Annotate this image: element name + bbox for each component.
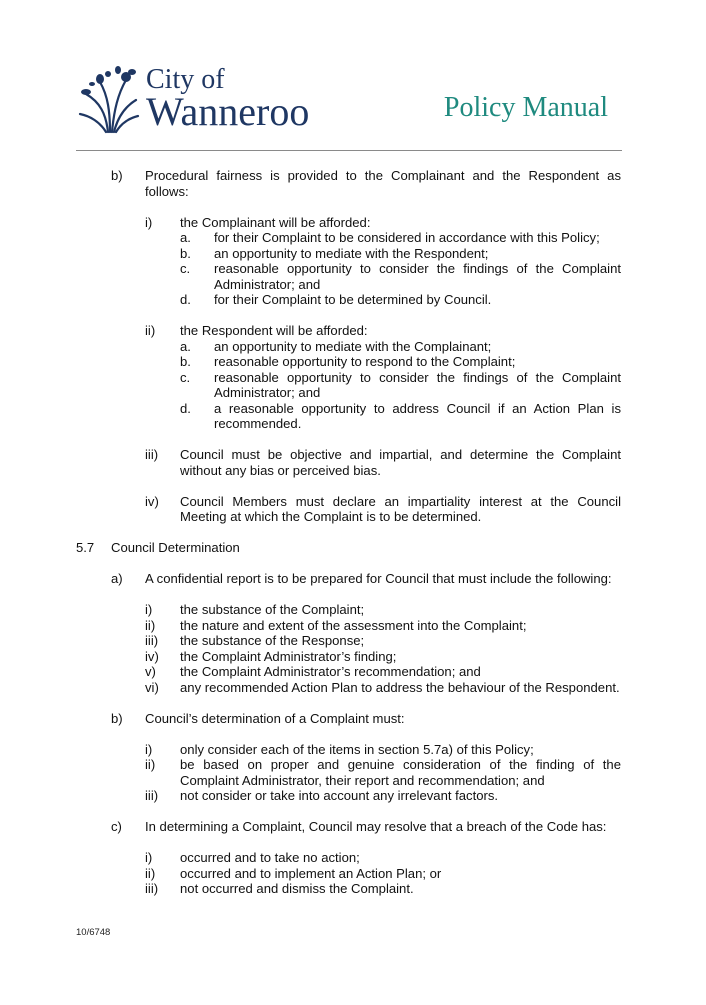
clause-text: Council must be objective and impartial, and determine the Complaint without any bias or perceived bias.: [180, 447, 621, 478]
list-item: [0, 230, 706, 246]
clause-number: ii): [145, 323, 156, 338]
item-text: any recommended Action Plan to address the behaviour of the Respondent.: [180, 679, 620, 695]
list-item: [0, 680, 706, 696]
item-text: occurred and to implement an Action Plan; or: [180, 865, 442, 881]
item-number: vi): [145, 679, 159, 695]
list-item: [0, 292, 706, 308]
clause-number: iv): [145, 493, 159, 509]
item-text: not occurred and dismiss the Complaint.: [180, 881, 414, 896]
clause-text: Council Members must declare an impartiality interest at the Council Meeting at which the Complaint is to be determined.: [180, 493, 621, 524]
clause-b-ii: [0, 323, 706, 339]
clause-b-iv: [0, 494, 706, 525]
clause-number: i): [145, 214, 153, 230]
item-number: c.: [180, 261, 191, 276]
item-number: iii): [145, 788, 159, 803]
item-text: reasonable opportunity to consider the findings of the Complaint Administrator; and: [214, 261, 621, 292]
item-text: the Complaint Administrator’s finding;: [180, 648, 397, 664]
clause-number: c): [111, 819, 122, 834]
list-item: [0, 866, 706, 882]
section-5-7-heading: [0, 540, 706, 556]
list-item: [0, 757, 706, 788]
item-text: for their Complaint to be considered in accordance with this Policy;: [214, 230, 600, 245]
item-text: not consider or take into account any irrelevant factors.: [180, 788, 499, 803]
item-text: the Complaint Administrator’s recommendation; and: [180, 664, 481, 679]
item-text: reasonable opportunity to respond to the Complaint;: [214, 354, 516, 369]
clause-number: iii): [145, 447, 159, 462]
item-text: an opportunity to mediate with the Complainant;: [214, 338, 492, 354]
section-number: 5.7: [76, 540, 95, 555]
list-item: [0, 602, 706, 618]
section-title: Council Determination: [111, 540, 240, 555]
item-number: v): [145, 664, 156, 679]
clause-text: the Respondent will be afforded:: [180, 323, 368, 338]
clause-b-iii: [0, 447, 706, 478]
item-text: the substance of the Response;: [180, 633, 365, 648]
item-number: b.: [180, 354, 191, 369]
clause-5-7-a: [0, 571, 706, 587]
clause-number: a): [111, 571, 123, 586]
header-divider: [76, 150, 622, 151]
item-number: i): [145, 741, 153, 757]
list-item: [0, 649, 706, 665]
document-reference: 10/6748: [76, 927, 111, 938]
clause-number: b): [111, 168, 123, 183]
item-number: iv): [145, 648, 159, 664]
list-item: [0, 850, 706, 866]
clause-b-procedural-fairness: [0, 168, 706, 199]
clause-5-7-c: [0, 819, 706, 835]
item-number: ii): [145, 757, 156, 772]
clause-text: Council’s determination of a Complaint must:: [145, 710, 405, 726]
clause-5-7-b: [0, 711, 706, 727]
item-number: a.: [180, 230, 191, 245]
list-item: [0, 881, 706, 897]
clause-number: b): [111, 710, 123, 726]
list-item: [0, 401, 706, 432]
list-item: [0, 618, 706, 634]
item-text: be based on proper and genuine consideration of the finding of the Complaint Administrator, their report and recommendation; and: [180, 757, 621, 788]
item-number: b.: [180, 245, 191, 261]
item-number: d.: [180, 292, 191, 307]
city-logo: [78, 64, 328, 136]
list-item: [0, 633, 706, 649]
item-text: reasonable opportunity to consider the findings of the Complaint Administrator; and: [214, 369, 621, 400]
item-text: a reasonable opportunity to address Council if an Action Plan is recommended.: [214, 400, 621, 431]
item-text: the nature and extent of the assessment into the Complaint;: [180, 617, 527, 633]
item-number: ii): [145, 865, 156, 881]
list-item: [0, 788, 706, 804]
list-item: [0, 664, 706, 680]
item-number: iii): [145, 881, 159, 896]
clause-text: A confidential report is to be prepared for Council that must include the following:: [145, 571, 612, 586]
item-number: i): [145, 850, 153, 865]
item-text: the substance of the Complaint;: [180, 602, 365, 617]
list-item: [0, 339, 706, 355]
item-number: c.: [180, 369, 191, 385]
item-text: for their Complaint to be determined by Council.: [214, 292, 492, 307]
list-item: [0, 246, 706, 262]
item-text: an opportunity to mediate with the Respondent;: [214, 245, 489, 261]
item-number: a.: [180, 338, 191, 354]
clause-text: the Complainant will be afforded:: [180, 214, 371, 230]
clause-text: Procedural fairness is provided to the Complainant and the Respondent as follows:: [145, 168, 621, 199]
item-number: iii): [145, 633, 159, 648]
item-number: i): [145, 602, 153, 617]
list-item: [0, 261, 706, 292]
wanneroo-plant-logo-icon: [78, 64, 140, 134]
logo-wanneroo: Wanneroo: [146, 89, 310, 134]
item-text: occurred and to take no action;: [180, 850, 360, 865]
page-title: Policy Manual: [443, 92, 608, 123]
list-item: [0, 742, 706, 758]
clause-b-i: [0, 215, 706, 231]
policy-body: [0, 168, 706, 897]
item-number: d.: [180, 400, 191, 416]
item-text: only consider each of the items in section 5.7a) of this Policy;: [180, 741, 534, 757]
item-number: ii): [145, 617, 156, 633]
list-item: [0, 354, 706, 370]
clause-text: In determining a Complaint, Council may resolve that a breach of the Code has:: [145, 819, 607, 834]
logo-city-of: City of: [146, 64, 225, 95]
list-item: [0, 370, 706, 401]
